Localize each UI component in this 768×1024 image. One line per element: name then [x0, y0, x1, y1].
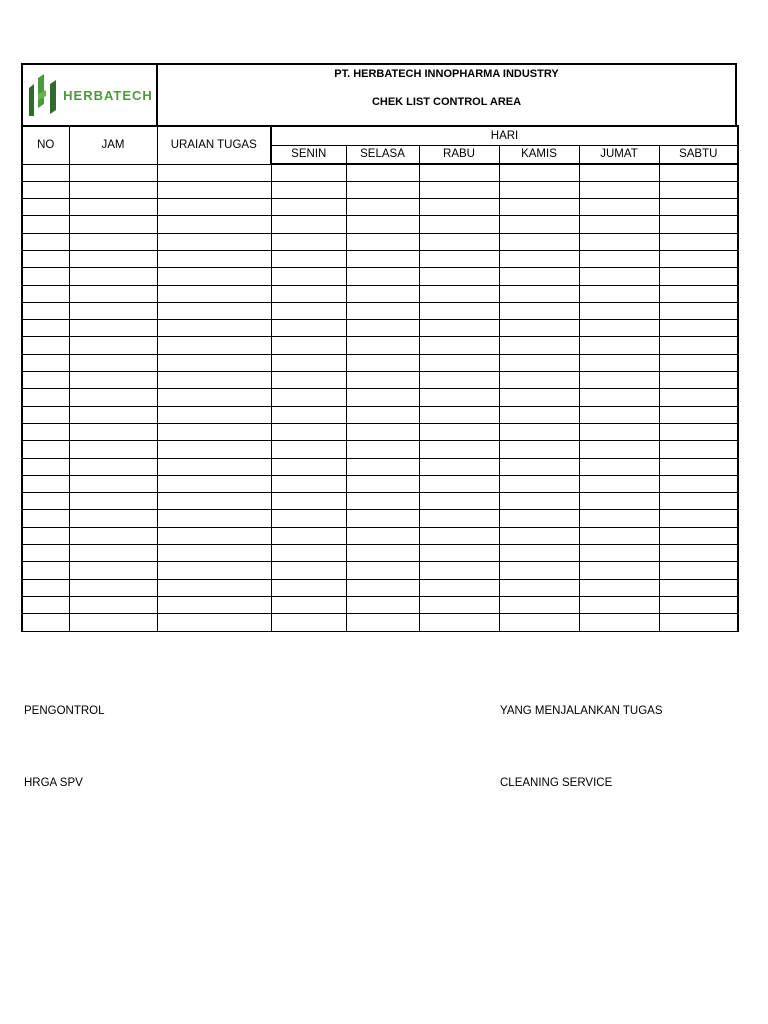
table-cell[interactable]: [419, 545, 499, 562]
table-cell[interactable]: [271, 458, 346, 475]
table-cell[interactable]: [69, 216, 157, 233]
table-cell[interactable]: [271, 268, 346, 285]
table-row: [22, 458, 738, 475]
table-cell[interactable]: [69, 354, 157, 371]
table-cell[interactable]: [346, 441, 419, 458]
herbatech-logo-icon: [26, 74, 58, 116]
table-cell[interactable]: [22, 216, 69, 233]
logo-cell: [23, 65, 158, 125]
table-cell[interactable]: [346, 493, 419, 510]
table-cell[interactable]: [419, 614, 499, 631]
table-cell[interactable]: [22, 475, 69, 492]
table-cell[interactable]: [499, 337, 579, 354]
table-cell[interactable]: [22, 458, 69, 475]
table-cell[interactable]: [157, 475, 271, 492]
table-cell[interactable]: [346, 458, 419, 475]
table-cell[interactable]: [659, 199, 738, 216]
day-header-selasa: SELASA: [346, 145, 419, 164]
logo-brand-text: HERBATECH: [63, 87, 153, 103]
table-head: [22, 126, 738, 164]
table-cell[interactable]: [22, 268, 69, 285]
table-row: [22, 441, 738, 458]
table-cell[interactable]: [22, 285, 69, 302]
table-row: [22, 302, 738, 319]
table-cell[interactable]: [157, 181, 271, 198]
table-cell[interactable]: [69, 181, 157, 198]
table-cell[interactable]: [659, 302, 738, 319]
table-cell[interactable]: [157, 320, 271, 337]
table-cell[interactable]: [22, 441, 69, 458]
table-cell[interactable]: [659, 614, 738, 631]
table-cell[interactable]: [579, 423, 659, 440]
table-row: [22, 216, 738, 233]
table-row: [22, 527, 738, 544]
table-cell[interactable]: [271, 372, 346, 389]
table-cell[interactable]: [579, 614, 659, 631]
table-cell[interactable]: [579, 493, 659, 510]
table-cell[interactable]: [271, 285, 346, 302]
table-cell[interactable]: [271, 475, 346, 492]
table-cell[interactable]: [659, 181, 738, 198]
table-cell[interactable]: [22, 320, 69, 337]
table-cell[interactable]: [419, 302, 499, 319]
signature-right-role: YANG MENJALANKAN TUGAS: [500, 705, 663, 717]
table-cell[interactable]: [157, 302, 271, 319]
table-cell[interactable]: [69, 614, 157, 631]
table-cell[interactable]: [346, 199, 419, 216]
day-header-rabu: RABU: [419, 145, 499, 164]
table-cell[interactable]: [419, 510, 499, 527]
table-cell[interactable]: [419, 458, 499, 475]
table-cell[interactable]: [157, 441, 271, 458]
table-cell[interactable]: [69, 199, 157, 216]
table-cell[interactable]: [346, 510, 419, 527]
table-cell[interactable]: [157, 216, 271, 233]
table-cell[interactable]: [157, 372, 271, 389]
table-cell[interactable]: [659, 493, 738, 510]
table-row: [22, 285, 738, 302]
table-cell[interactable]: [346, 406, 419, 423]
table-cell[interactable]: [157, 614, 271, 631]
table-cell[interactable]: [419, 285, 499, 302]
table-cell[interactable]: [271, 181, 346, 198]
table-cell[interactable]: [346, 302, 419, 319]
table-cell[interactable]: [659, 475, 738, 492]
table-cell[interactable]: [69, 475, 157, 492]
table-cell[interactable]: [659, 250, 738, 267]
table-cell[interactable]: [346, 250, 419, 267]
table-cell[interactable]: [271, 250, 346, 267]
table-cell[interactable]: [499, 250, 579, 267]
herbatech-logo: [26, 74, 153, 116]
table-cell[interactable]: [22, 614, 69, 631]
table-row: [22, 510, 738, 527]
table-row: [22, 199, 738, 216]
table-cell[interactable]: [419, 181, 499, 198]
table-cell[interactable]: [271, 596, 346, 613]
table-cell[interactable]: [499, 216, 579, 233]
table-row: [22, 372, 738, 389]
table-cell[interactable]: [499, 181, 579, 198]
table-row: [22, 475, 738, 492]
table-row: [22, 164, 738, 181]
col-no-header: NO: [22, 126, 69, 164]
table-cell[interactable]: [157, 527, 271, 544]
table-cell[interactable]: [69, 545, 157, 562]
title-cell: [158, 65, 735, 125]
table-cell[interactable]: [499, 510, 579, 527]
table-cell[interactable]: [346, 562, 419, 579]
table-cell[interactable]: [579, 268, 659, 285]
table-row: [22, 320, 738, 337]
table-cell[interactable]: [22, 579, 69, 596]
table-cell[interactable]: [22, 406, 69, 423]
company-name: PT. HERBATECH INNOPHARMA INDUSTRY: [334, 68, 559, 80]
table-cell[interactable]: [499, 458, 579, 475]
table-row: [22, 423, 738, 440]
table-cell[interactable]: [499, 441, 579, 458]
table-cell[interactable]: [157, 233, 271, 250]
table-cell[interactable]: [499, 199, 579, 216]
table-cell[interactable]: [419, 527, 499, 544]
table-cell[interactable]: [22, 250, 69, 267]
table-cell[interactable]: [157, 493, 271, 510]
table-cell[interactable]: [157, 510, 271, 527]
table-cell[interactable]: [659, 510, 738, 527]
table-cell[interactable]: [69, 320, 157, 337]
table-cell[interactable]: [419, 320, 499, 337]
table-cell[interactable]: [419, 441, 499, 458]
table-cell[interactable]: [419, 216, 499, 233]
table-cell[interactable]: [157, 268, 271, 285]
table-cell[interactable]: [271, 423, 346, 440]
table-row: [22, 389, 738, 406]
table-cell[interactable]: [69, 527, 157, 544]
table-cell[interactable]: [22, 527, 69, 544]
table-cell[interactable]: [271, 320, 346, 337]
table-cell[interactable]: [419, 250, 499, 267]
table-cell[interactable]: [579, 406, 659, 423]
table-cell[interactable]: [499, 164, 579, 181]
table-cell[interactable]: [69, 596, 157, 613]
table-cell[interactable]: [69, 285, 157, 302]
table-cell[interactable]: [499, 614, 579, 631]
table-cell[interactable]: [499, 562, 579, 579]
table-cell[interactable]: [659, 164, 738, 181]
table-cell[interactable]: [157, 596, 271, 613]
table-cell[interactable]: [271, 510, 346, 527]
table-cell[interactable]: [659, 441, 738, 458]
table-cell[interactable]: [157, 579, 271, 596]
table-cell[interactable]: [659, 372, 738, 389]
table-row: [22, 406, 738, 423]
table-cell[interactable]: [271, 337, 346, 354]
table-cell[interactable]: [579, 372, 659, 389]
table-cell[interactable]: [22, 164, 69, 181]
table-cell[interactable]: [69, 493, 157, 510]
table-cell[interactable]: [659, 233, 738, 250]
table-cell[interactable]: [419, 423, 499, 440]
table-cell[interactable]: [659, 562, 738, 579]
table-cell[interactable]: [69, 164, 157, 181]
table-cell[interactable]: [659, 354, 738, 371]
table-cell[interactable]: [659, 406, 738, 423]
table-cell[interactable]: [659, 337, 738, 354]
table-cell[interactable]: [579, 250, 659, 267]
table-cell[interactable]: [659, 527, 738, 544]
day-header-sabtu: SABTU: [659, 145, 738, 164]
table-cell[interactable]: [419, 268, 499, 285]
table-cell[interactable]: [69, 579, 157, 596]
table-cell[interactable]: [499, 354, 579, 371]
table-row: [22, 579, 738, 596]
table-cell[interactable]: [579, 510, 659, 527]
table-cell[interactable]: [499, 268, 579, 285]
table-cell[interactable]: [579, 562, 659, 579]
table-cell[interactable]: [22, 372, 69, 389]
col-uraian-header: URAIAN TUGAS: [157, 126, 271, 164]
table-cell[interactable]: [271, 527, 346, 544]
table-cell[interactable]: [499, 233, 579, 250]
table-cell[interactable]: [499, 579, 579, 596]
table-cell[interactable]: [659, 216, 738, 233]
table-cell[interactable]: [271, 441, 346, 458]
form-header: [21, 63, 737, 125]
table-cell[interactable]: [499, 423, 579, 440]
table-cell[interactable]: [499, 302, 579, 319]
table-cell[interactable]: [659, 268, 738, 285]
table-cell[interactable]: [499, 545, 579, 562]
table-cell[interactable]: [419, 596, 499, 613]
table-cell[interactable]: [157, 354, 271, 371]
table-cell[interactable]: [271, 545, 346, 562]
table-cell[interactable]: [346, 285, 419, 302]
table-cell[interactable]: [271, 216, 346, 233]
table-cell[interactable]: [22, 389, 69, 406]
table-row: [22, 268, 738, 285]
table-cell[interactable]: [22, 423, 69, 440]
table-cell[interactable]: [579, 164, 659, 181]
table-cell[interactable]: [579, 527, 659, 544]
col-hari-header: HARI: [271, 126, 738, 145]
table-cell[interactable]: [22, 233, 69, 250]
table-cell[interactable]: [499, 285, 579, 302]
signature-left-name: HRGA SPV: [24, 777, 83, 789]
table-cell[interactable]: [22, 337, 69, 354]
table-cell[interactable]: [69, 268, 157, 285]
table-cell[interactable]: [419, 389, 499, 406]
table-cell[interactable]: [69, 423, 157, 440]
table-row: [22, 233, 738, 250]
table-cell[interactable]: [499, 389, 579, 406]
table-cell[interactable]: [157, 337, 271, 354]
table-row: [22, 614, 738, 631]
table-cell[interactable]: [579, 199, 659, 216]
table-cell[interactable]: [157, 199, 271, 216]
table-cell[interactable]: [271, 389, 346, 406]
table-cell[interactable]: [659, 389, 738, 406]
table-cell[interactable]: [579, 181, 659, 198]
table-cell[interactable]: [499, 493, 579, 510]
table-cell[interactable]: [346, 337, 419, 354]
table-cell[interactable]: [579, 233, 659, 250]
signature-left-role: PENGONTROL: [24, 705, 105, 717]
table-cell[interactable]: [346, 181, 419, 198]
table-cell[interactable]: [69, 337, 157, 354]
table-row: [22, 493, 738, 510]
table-cell[interactable]: [271, 164, 346, 181]
col-jam-header: JAM: [69, 126, 157, 164]
table-cell[interactable]: [346, 320, 419, 337]
table-cell[interactable]: [69, 441, 157, 458]
table-cell[interactable]: [419, 354, 499, 371]
day-header-kamis: KAMIS: [499, 145, 579, 164]
table-cell[interactable]: [69, 250, 157, 267]
table-cell[interactable]: [419, 337, 499, 354]
table-cell[interactable]: [346, 527, 419, 544]
table-row: [22, 596, 738, 613]
table-cell[interactable]: [22, 493, 69, 510]
table-cell[interactable]: [419, 233, 499, 250]
table-cell[interactable]: [659, 545, 738, 562]
table-cell[interactable]: [69, 233, 157, 250]
table-cell[interactable]: [419, 579, 499, 596]
table-cell[interactable]: [579, 354, 659, 371]
table-row: [22, 337, 738, 354]
table-cell[interactable]: [271, 199, 346, 216]
table-cell[interactable]: [346, 233, 419, 250]
table-cell[interactable]: [579, 389, 659, 406]
table-cell[interactable]: [271, 354, 346, 371]
table-cell[interactable]: [419, 406, 499, 423]
table-cell[interactable]: [579, 545, 659, 562]
table-cell[interactable]: [419, 562, 499, 579]
table-cell[interactable]: [346, 545, 419, 562]
checklist-table: [21, 125, 739, 632]
table-cell[interactable]: [659, 596, 738, 613]
table-cell[interactable]: [499, 372, 579, 389]
table-cell[interactable]: [499, 320, 579, 337]
table-cell[interactable]: [346, 164, 419, 181]
table-cell[interactable]: [271, 562, 346, 579]
table-cell[interactable]: [579, 320, 659, 337]
table-cell[interactable]: [346, 372, 419, 389]
table-cell[interactable]: [271, 302, 346, 319]
table-cell[interactable]: [346, 475, 419, 492]
table-cell[interactable]: [346, 596, 419, 613]
table-cell[interactable]: [419, 199, 499, 216]
table-cell[interactable]: [346, 614, 419, 631]
table-cell[interactable]: [659, 285, 738, 302]
table-cell[interactable]: [22, 545, 69, 562]
table-cell[interactable]: [499, 406, 579, 423]
table-cell[interactable]: [346, 423, 419, 440]
table-cell[interactable]: [579, 458, 659, 475]
signature-right-name: CLEANING SERVICE: [500, 777, 613, 789]
table-cell[interactable]: [659, 423, 738, 440]
table-cell[interactable]: [69, 458, 157, 475]
table-cell[interactable]: [579, 579, 659, 596]
table-cell[interactable]: [22, 562, 69, 579]
table-cell[interactable]: [157, 285, 271, 302]
table-cell[interactable]: [499, 596, 579, 613]
table-cell[interactable]: [659, 320, 738, 337]
table-cell[interactable]: [346, 579, 419, 596]
table-cell[interactable]: [499, 527, 579, 544]
table-cell[interactable]: [579, 302, 659, 319]
table-cell[interactable]: [157, 164, 271, 181]
table-cell[interactable]: [419, 372, 499, 389]
table-cell[interactable]: [579, 475, 659, 492]
table-cell[interactable]: [419, 164, 499, 181]
table-row: [22, 545, 738, 562]
table-cell[interactable]: [346, 354, 419, 371]
table-row: [22, 181, 738, 198]
table-row: [22, 562, 738, 579]
table-cell[interactable]: [271, 406, 346, 423]
table-cell[interactable]: [659, 458, 738, 475]
table-cell[interactable]: [579, 337, 659, 354]
table-cell[interactable]: [346, 216, 419, 233]
table-row: [22, 250, 738, 267]
table-cell[interactable]: [271, 233, 346, 250]
table-cell[interactable]: [659, 579, 738, 596]
table-cell[interactable]: [157, 458, 271, 475]
table-cell[interactable]: [579, 285, 659, 302]
table-cell[interactable]: [69, 389, 157, 406]
form-title: CHEK LIST CONTROL AREA: [371, 96, 522, 108]
table-cell[interactable]: [419, 493, 499, 510]
table-cell[interactable]: [69, 302, 157, 319]
checklist-sheet: [21, 63, 737, 632]
day-header-jumat: JUMAT: [579, 145, 659, 164]
table-row: [22, 354, 738, 371]
table-cell[interactable]: [271, 493, 346, 510]
table-cell[interactable]: [157, 562, 271, 579]
table-cell[interactable]: [271, 579, 346, 596]
table-cell[interactable]: [157, 545, 271, 562]
table-cell[interactable]: [157, 250, 271, 267]
table-cell[interactable]: [69, 372, 157, 389]
table-cell[interactable]: [69, 562, 157, 579]
table-cell[interactable]: [579, 441, 659, 458]
table-cell[interactable]: [22, 354, 69, 371]
table-cell[interactable]: [69, 406, 157, 423]
table-cell[interactable]: [419, 475, 499, 492]
table-body: [22, 164, 738, 631]
table-cell[interactable]: [22, 302, 69, 319]
table-cell[interactable]: [579, 216, 659, 233]
table-cell[interactable]: [22, 199, 69, 216]
table-cell[interactable]: [22, 596, 69, 613]
table-cell[interactable]: [346, 268, 419, 285]
table-cell[interactable]: [157, 389, 271, 406]
table-cell[interactable]: [69, 510, 157, 527]
table-cell[interactable]: [271, 614, 346, 631]
table-cell[interactable]: [346, 389, 419, 406]
table-cell[interactable]: [157, 423, 271, 440]
table-cell[interactable]: [499, 475, 579, 492]
table-cell[interactable]: [579, 596, 659, 613]
day-header-senin: SENIN: [271, 145, 346, 164]
table-cell[interactable]: [22, 510, 69, 527]
table-cell[interactable]: [22, 181, 69, 198]
table-cell[interactable]: [157, 406, 271, 423]
